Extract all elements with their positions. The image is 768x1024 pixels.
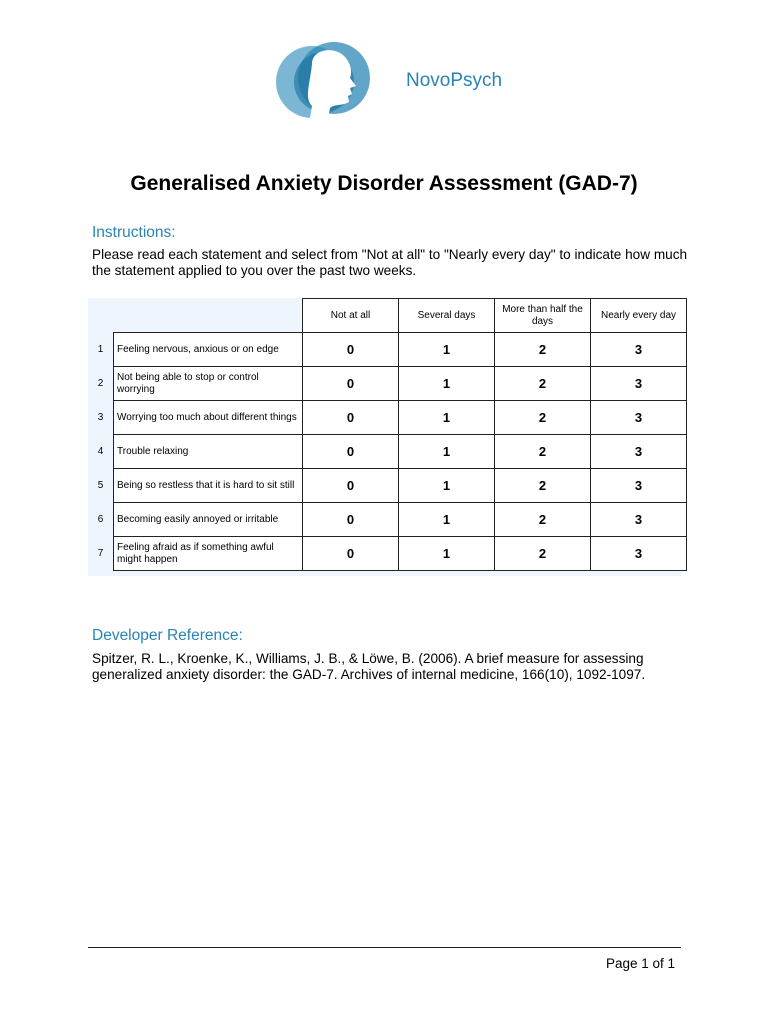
table-row [88,537,687,571]
table-row [88,435,687,469]
score-cell[interactable]: 0 [303,333,399,367]
page-title: Generalised Anxiety Disorder Assessment (GAD-7) [130,172,638,195]
item-number: 1 [97,344,104,355]
score-cell[interactable]: 1 [399,503,495,537]
score-cell[interactable]: 0 [303,537,399,571]
score-cell[interactable]: 3 [591,333,687,367]
item-number: 6 [97,514,104,525]
score-cell[interactable]: 0 [303,435,399,469]
table-row [88,469,687,503]
table-header-row [88,299,687,333]
item-number: 5 [97,480,104,491]
score-cell[interactable]: 3 [591,401,687,435]
item-number: 4 [97,446,104,457]
score-cell[interactable]: 3 [591,435,687,469]
score-cell[interactable]: 0 [303,503,399,537]
score-cell[interactable]: 0 [303,469,399,503]
score-cell[interactable]: 3 [591,537,687,571]
score-cell[interactable]: 2 [495,367,591,401]
item-text: Trouble relaxing [114,435,303,469]
novopsych-logo [272,34,382,130]
table-row [88,503,687,537]
score-cell[interactable]: 2 [495,333,591,367]
brand-name: NovoPsych [406,70,503,91]
reference-heading: Developer Reference: [92,627,243,644]
table-row [88,401,687,435]
score-cell[interactable]: 0 [303,401,399,435]
score-cell[interactable]: 1 [399,469,495,503]
score-cell[interactable]: 3 [591,503,687,537]
score-cell[interactable]: 3 [591,469,687,503]
option-header: Nearly every day [591,299,687,333]
score-cell[interactable]: 1 [399,367,495,401]
option-header: More than half the days [495,299,591,333]
score-cell[interactable]: 2 [495,469,591,503]
table-row [88,333,687,367]
gad7-table [88,298,687,571]
item-text: Feeling afraid as if something awful might happen [114,537,303,571]
score-cell[interactable]: 2 [495,503,591,537]
score-cell[interactable]: 1 [399,401,495,435]
reference-text: Spitzer, R. L., Kroenke, K., Williams, J. B., & Löwe, B. (2006). A brief measure for assessing generalized anxiety disorder: the GAD-7. Archives of internal medicine, 166(10), 1092-1097. [92,651,646,682]
score-cell[interactable]: 2 [495,401,591,435]
item-text: Becoming easily annoyed or irritable [114,503,303,537]
table-row [88,367,687,401]
item-text: Being so restless that it is hard to sit still [114,469,303,503]
footer-divider [88,947,681,948]
score-cell[interactable]: 0 [303,367,399,401]
score-cell[interactable]: 3 [591,367,687,401]
option-header: Not at all [303,299,399,333]
score-cell[interactable]: 1 [399,537,495,571]
item-text: Not being able to stop or control worrying [114,367,303,401]
page-number: Page 1 of 1 [605,956,675,971]
item-number: 7 [97,548,104,559]
item-number: 3 [97,412,104,423]
option-header: Several days [399,299,495,333]
score-cell[interactable]: 1 [399,435,495,469]
score-cell[interactable]: 2 [495,537,591,571]
score-cell[interactable]: 1 [399,333,495,367]
instructions-text: Please read each statement and select from "Not at all" to "Nearly every day" to indicate how much the statement applied to you over the past two weeks. [92,247,688,278]
item-text: Worrying too much about different things [114,401,303,435]
item-text: Feeling nervous, anxious or on edge [114,333,303,367]
item-number: 2 [97,378,104,389]
instructions-heading: Instructions: [92,224,176,241]
score-cell[interactable]: 2 [495,435,591,469]
